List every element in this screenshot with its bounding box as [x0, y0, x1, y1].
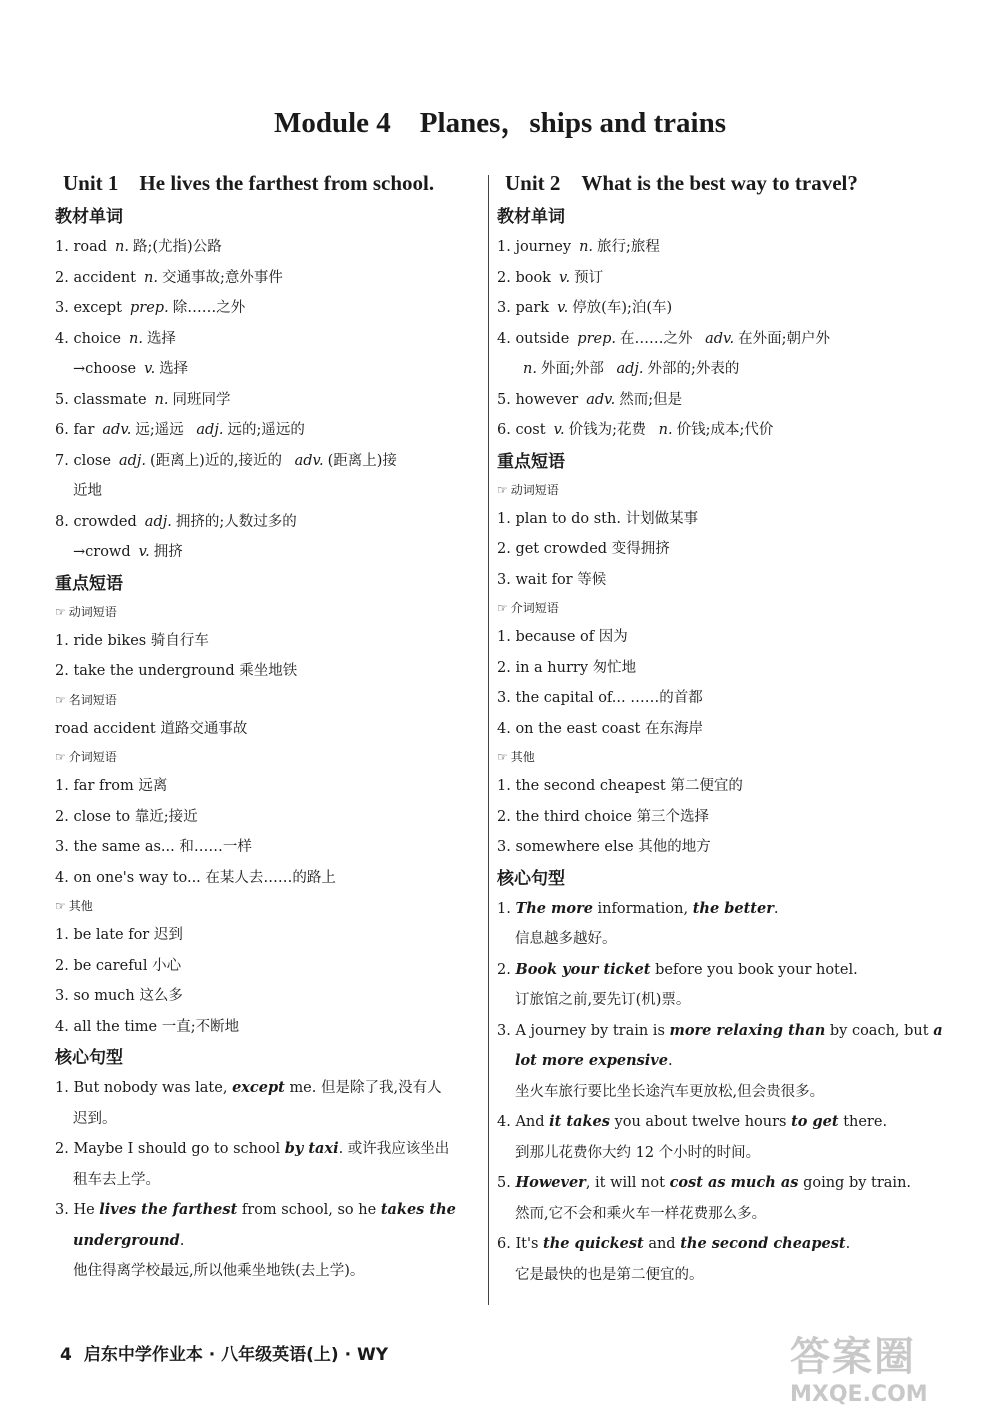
unit1-verb-phrases — [55, 626, 480, 687]
unit1-phrase-heading: 重点短语 — [55, 573, 123, 594]
vocab-item — [497, 385, 937, 416]
unit2-sentence-2-translation: 订旅馆之前,要先订(机)票。 — [515, 992, 691, 1008]
phrase-item: 3. the capital of... ……的首都 — [497, 690, 703, 706]
vocab-pos: prep. — [577, 330, 616, 347]
vocab-pos: n. — [144, 269, 158, 286]
vocab-item — [55, 263, 480, 294]
vocab-pos: adj. — [144, 513, 172, 530]
unit1-vocab-heading: 教材单词 — [55, 207, 123, 227]
unit2-sentence-6-translation: 它是最快的也是第二便宜的。 — [515, 1266, 704, 1283]
unit2-sentence-3: 3. A journey by train is more relaxing than by coach, but a — [497, 1021, 943, 1039]
vocab-text: 4. choice — [55, 330, 121, 347]
phrase-item: 4. on one's way to... 在某人去……的路上 — [55, 869, 336, 886]
vocab-def: 除……之外 — [172, 300, 246, 316]
unit1-other-phrases-heading: ☞ 其他 — [55, 899, 93, 913]
unit2-sentence-3-cont: lot more expensive. — [515, 1052, 673, 1069]
vocab-text: 1. road — [55, 239, 108, 255]
vocab-pos: adj. — [118, 452, 147, 469]
unit2-verb-phrases-heading: ☞ 动词短语 — [497, 482, 559, 497]
unit2-vocab-heading: 教材单词 — [497, 207, 565, 227]
unit1-column — [55, 165, 480, 1287]
unit1-title: Unit 1 He lives the farthest from school. — [63, 171, 435, 195]
vocab-item — [55, 476, 480, 507]
unit1-prep-phrases-heading: ☞ 介词短语 — [55, 750, 117, 764]
module-title: Module 4 Planes，ships and trains — [273, 107, 726, 139]
book-title: 启东中学作业本 · 八年级英语(上) · WY — [83, 1345, 389, 1365]
vocab-def: 选择 — [146, 330, 176, 347]
phrase-item: 4. on the east coast 在东海岸 — [497, 720, 703, 737]
vocab-def: 远;遥远 — [135, 422, 184, 438]
page-number: 4 — [60, 1345, 72, 1365]
vocab-pos2: adv. — [294, 452, 324, 469]
column-divider — [488, 175, 489, 1305]
unit2-sentence-4-translation: 到那儿花费你大约 12 个小时的时间。 — [515, 1144, 761, 1161]
unit1-noun-phrases — [55, 714, 480, 745]
phrase-item: 1. far from 远离 — [55, 778, 168, 794]
vocab-pos: v. — [144, 361, 156, 377]
vocab-def: 拥挤 — [153, 544, 183, 560]
pointing-hand-icon: ☞ — [497, 601, 508, 615]
vocab-def: 然而;但是 — [619, 391, 683, 408]
vocab-text: 近地 — [73, 483, 102, 499]
pointing-hand-icon: ☞ — [55, 692, 66, 707]
vocab-def: 在……之外 — [619, 330, 693, 347]
pointing-hand-icon: ☞ — [497, 482, 508, 497]
vocab-pos: v. — [138, 544, 150, 560]
vocab-text: 2. accident — [55, 269, 136, 286]
vocab-text: 2. book — [497, 269, 551, 286]
vocab-item — [55, 354, 480, 385]
phrase-item: 2. close to 靠近;接近 — [55, 808, 198, 825]
phrase-item: 2. take the underground 乘坐地铁 — [55, 663, 298, 679]
phrase-item: 2. in a hurry 匆忙地 — [497, 659, 637, 676]
vocab-def: 路;(尤指)公路 — [133, 239, 222, 255]
vocab-pos: adv. — [586, 391, 616, 408]
vocab-text: 8. crowded — [55, 513, 137, 530]
unit2-prep-phrases — [497, 622, 937, 744]
unit1-sentence-2: 2. Maybe I should go to school by taxi. 或许我应该坐出 — [55, 1140, 450, 1157]
vocab-def: 交通事故;意外事件 — [161, 269, 283, 286]
unit2-other-phrases — [497, 771, 937, 863]
phrase-item: 4. all the time 一直;不断地 — [55, 1018, 240, 1035]
unit1-sentence-heading: 核心句型 — [55, 1048, 123, 1068]
vocab-text: 4. outside — [497, 330, 570, 347]
unit2-sentence-4: 4. And it takes you about twelve hours to get there. — [497, 1113, 888, 1130]
vocab-text: →choose — [73, 361, 137, 377]
watermark-url: MXQE.COM — [790, 1382, 928, 1407]
unit1-prep-phrases — [55, 771, 480, 893]
unit1-sentence-3-translation: 他住得离学校最远,所以他乘坐地铁(去上学)。 — [73, 1263, 365, 1279]
vocab-def2: 远的;遥远的 — [227, 422, 305, 438]
vocab-def: 预订 — [574, 269, 604, 286]
watermark-logo: 答案圈 — [790, 1334, 916, 1380]
unit2-sentence-5: 5. However, it will not cost as much as going by train. — [497, 1174, 912, 1191]
vocab-def: 同班同学 — [172, 391, 231, 408]
vocab-pos: v. — [558, 269, 571, 286]
vocab-pos: v. — [557, 300, 569, 316]
unit2-vocab-list — [497, 232, 937, 446]
vocab-def2: 价钱;成本;代价 — [676, 422, 774, 438]
unit2-sentence-1-translation: 信息越多越好。 — [515, 931, 617, 947]
phrase-item: road accident 道路交通事故 — [55, 720, 248, 737]
vocab-def: 外面;外部 — [540, 361, 604, 377]
vocab-pos: n. — [154, 391, 169, 408]
phrase-item: 3. the same as... 和……一样 — [55, 839, 252, 855]
unit2-verb-phrases — [497, 504, 937, 596]
vocab-text: 3. park — [497, 300, 550, 316]
unit2-sentence-5-translation: 然而,它不会和乘火车一样花费那么多。 — [515, 1205, 767, 1222]
vocab-pos2: adj. — [616, 361, 644, 377]
vocab-pos: adv. — [102, 422, 132, 438]
vocab-text: 5. however — [497, 391, 579, 408]
vocab-text: 3. except — [55, 300, 123, 316]
phrase-item: 2. the third choice 第三个选择 — [497, 808, 710, 825]
unit1-verb-phrases-heading: ☞ 动词短语 — [55, 604, 117, 619]
unit1-vocab-list — [55, 232, 480, 568]
vocab-def: 拥挤的;人数过多的 — [175, 513, 297, 530]
vocab-text: 7. close — [55, 452, 111, 469]
vocab-pos: n. — [523, 361, 537, 377]
vocab-text: 5. classmate — [55, 391, 147, 408]
vocab-text: 6. far — [55, 422, 95, 438]
pointing-hand-icon: ☞ — [55, 750, 66, 764]
phrase-item: 3. so much 这么多 — [55, 988, 183, 1004]
vocab-text: 1. journey — [497, 239, 572, 255]
phrase-item: 1. plan to do sth. 计划做某事 — [497, 510, 699, 527]
phrase-item: 3. wait for 等候 — [497, 571, 607, 588]
unit2-phrase-heading: 重点短语 — [497, 451, 565, 472]
vocab-item — [55, 385, 480, 416]
unit2-column — [497, 165, 943, 1290]
pointing-hand-icon: ☞ — [497, 750, 508, 764]
unit2-title: Unit 2 What is the best way to travel? — [505, 171, 858, 195]
vocab-def: 价钱为;花费 — [568, 422, 647, 438]
vocab-item — [497, 324, 937, 355]
pointing-hand-icon: ☞ — [55, 899, 66, 913]
phrase-item: 1. ride bikes 骑自行车 — [55, 632, 209, 649]
vocab-def: 选择 — [159, 361, 189, 377]
vocab-def: 停放(车);泊(车) — [572, 300, 673, 316]
vocab-item — [55, 324, 480, 355]
phrase-item: 1. the second cheapest 第二便宜的 — [497, 778, 743, 794]
vocab-def: (距离上)近的,接近的 — [150, 452, 282, 469]
unit2-sentence-heading: 核心句型 — [497, 868, 565, 889]
unit2-sentence-2: 2. Book your ticket before you book your hotel. — [497, 960, 858, 978]
vocab-item — [55, 293, 480, 324]
vocab-item — [497, 415, 937, 446]
vocab-pos2: n. — [658, 422, 673, 438]
unit1-sentence-3: 3. He lives the farthest from school, so he takes the — [55, 1201, 456, 1218]
vocab-pos: n. — [115, 239, 129, 255]
unit1-sentence-1-cont: 迟到。 — [73, 1110, 117, 1127]
vocab-pos: n. — [579, 239, 594, 255]
phrase-item: 1. because of 因为 — [497, 629, 628, 645]
vocab-item — [55, 446, 480, 477]
unit1-other-phrases — [55, 920, 480, 1042]
unit2-sentence-6: 6. It's the quickest and the second cheapest. — [497, 1235, 851, 1252]
vocab-pos2: adj. — [196, 422, 224, 438]
unit1-sentence-2-cont: 租车去上学。 — [73, 1171, 160, 1188]
phrase-item: 3. somewhere else 其他的地方 — [497, 839, 711, 855]
vocab-text: →crowd — [73, 544, 131, 560]
vocab-def: 旅行;旅程 — [597, 239, 660, 255]
unit2-other-phrases-heading: ☞ 其他 — [497, 750, 535, 764]
vocab-item — [497, 263, 937, 294]
unit1-noun-phrases-heading: ☞ 名词短语 — [55, 692, 117, 707]
watermark — [790, 1325, 990, 1405]
vocab-item — [497, 293, 937, 324]
vocab-item — [55, 507, 480, 538]
vocab-item — [497, 354, 937, 385]
vocab-pos: v. — [553, 422, 565, 438]
vocab-def2: (距离上)接 — [327, 452, 397, 469]
vocab-text: 6. cost — [497, 422, 546, 438]
vocab-def2: 外部的;外表的 — [647, 361, 740, 377]
unit2-sentence-1: 1. The more information, the better. — [497, 899, 779, 917]
vocab-def2: 在外面;朝户外 — [738, 330, 830, 347]
vocab-item — [55, 232, 480, 263]
vocab-pos2: adv. — [705, 330, 735, 347]
vocab-item — [55, 415, 480, 446]
pointing-hand-icon: ☞ — [55, 604, 66, 619]
unit1-sentence-1: 1. But nobody was late, except me. 但是除了我,没有人 — [55, 1079, 442, 1096]
vocab-pos: prep. — [130, 300, 169, 316]
phrase-item: 1. be late for 迟到 — [55, 927, 183, 943]
unit2-prep-phrases-heading: ☞ 介词短语 — [497, 601, 559, 615]
unit2-sentence-3-translation: 坐火车旅行要比坐长途汽车更放松,但会贵很多。 — [515, 1083, 825, 1100]
unit1-sentence-3-cont: underground. — [73, 1231, 185, 1249]
phrase-item: 2. get crowded 变得拥挤 — [497, 541, 670, 557]
page-footer — [60, 1340, 388, 1365]
vocab-item — [497, 232, 937, 263]
phrase-item: 2. be careful 小心 — [55, 957, 182, 974]
vocab-pos: n. — [128, 330, 143, 347]
vocab-item — [55, 537, 480, 568]
